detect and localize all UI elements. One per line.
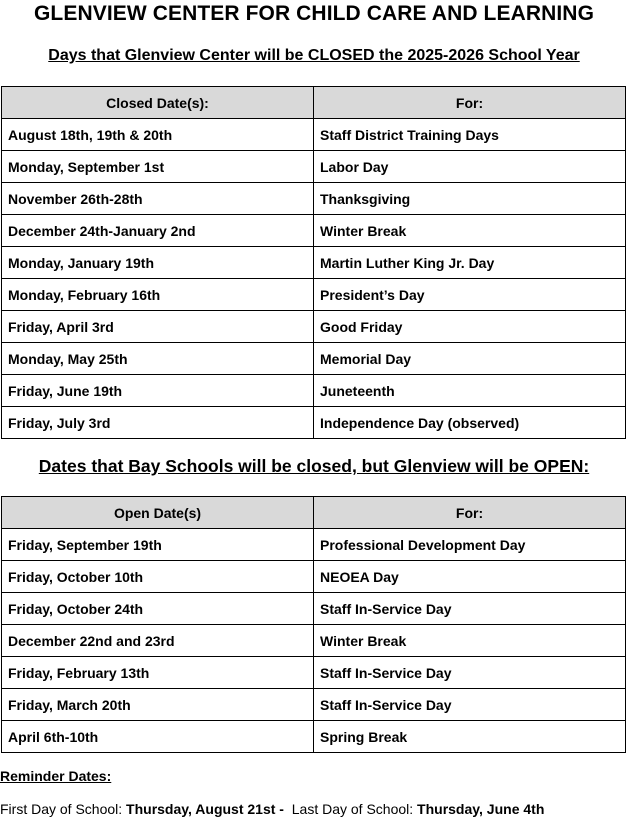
reason-cell: Professional Development Day: [314, 529, 626, 561]
reason-cell: Thanksgiving: [314, 183, 626, 215]
reason-cell: Staff In-Service Day: [314, 593, 626, 625]
column-header-date: Open Date(s): [2, 497, 314, 529]
page-title: GLENVIEW CENTER FOR CHILD CARE AND LEARNING: [33, 2, 595, 25]
date-cell: Friday, February 13th: [2, 657, 314, 689]
reason-cell: Labor Day: [314, 151, 626, 183]
date-cell: Monday, May 25th: [2, 343, 314, 375]
table-row: [2, 721, 626, 753]
table-row: [2, 151, 626, 183]
first-day-label: First Day of School:: [0, 801, 123, 817]
date-cell: December 24th-January 2nd: [2, 215, 314, 247]
last-day-label: Last Day of School:: [291, 801, 414, 817]
reason-cell: Memorial Day: [314, 343, 626, 375]
closed-section-heading: Days that Glenview Center will be CLOSED the 2025-2026 School Year: [48, 47, 580, 64]
reason-cell: Staff In-Service Day: [314, 657, 626, 689]
table-row: [2, 561, 626, 593]
reason-cell: Spring Break: [314, 721, 626, 753]
reason-cell: NEOEA Day: [314, 561, 626, 593]
table-row: [2, 689, 626, 721]
date-cell: December 22nd and 23rd: [2, 625, 314, 657]
table-row: [2, 657, 626, 689]
table-header-row: [2, 497, 626, 529]
reason-cell: Staff District Training Days: [314, 119, 626, 151]
table-row: [2, 183, 626, 215]
column-header-for: For:: [314, 87, 626, 119]
column-header-for: For:: [314, 497, 626, 529]
reason-cell: Winter Break: [314, 625, 626, 657]
date-cell: August 18th, 19th & 20th: [2, 119, 314, 151]
closed-dates-table: [1, 86, 626, 439]
date-cell: Friday, March 20th: [2, 689, 314, 721]
table-row: [2, 247, 626, 279]
table-row: [2, 279, 626, 311]
date-cell: Friday, June 19th: [2, 375, 314, 407]
reminder-heading: Reminder Dates:: [0, 768, 112, 784]
reason-cell: Independence Day (observed): [314, 407, 626, 439]
date-cell: Monday, September 1st: [2, 151, 314, 183]
table-row: [2, 625, 626, 657]
table-row: [2, 215, 626, 247]
reminder-dates-line: [0, 801, 544, 817]
reason-cell: Juneteenth: [314, 375, 626, 407]
date-cell: November 26th-28th: [2, 183, 314, 215]
table-row: [2, 343, 626, 375]
table-header-row: [2, 87, 626, 119]
open-section-heading: Dates that Bay Schools will be closed, but Glenview will be OPEN:: [38, 456, 590, 476]
table-row: [2, 593, 626, 625]
reason-cell: Staff In-Service Day: [314, 689, 626, 721]
table-row: [2, 375, 626, 407]
reason-cell: President’s Day: [314, 279, 626, 311]
last-day-value: Thursday, June 4th: [417, 801, 545, 817]
date-cell: April 6th-10th: [2, 721, 314, 753]
reason-cell: Martin Luther King Jr. Day: [314, 247, 626, 279]
date-cell: Friday, September 19th: [2, 529, 314, 561]
date-cell: Monday, February 16th: [2, 279, 314, 311]
date-cell: Friday, October 24th: [2, 593, 314, 625]
date-cell: Friday, July 3rd: [2, 407, 314, 439]
reason-cell: Good Friday: [314, 311, 626, 343]
open-dates-table: [1, 496, 626, 753]
date-cell: Friday, October 10th: [2, 561, 314, 593]
reason-cell: Winter Break: [314, 215, 626, 247]
column-header-date: Closed Date(s):: [2, 87, 314, 119]
date-cell: Monday, January 19th: [2, 247, 314, 279]
first-day-value: Thursday, August 21st -: [126, 801, 284, 817]
table-row: [2, 311, 626, 343]
table-row: [2, 119, 626, 151]
table-row: [2, 407, 626, 439]
date-cell: Friday, April 3rd: [2, 311, 314, 343]
table-row: [2, 529, 626, 561]
